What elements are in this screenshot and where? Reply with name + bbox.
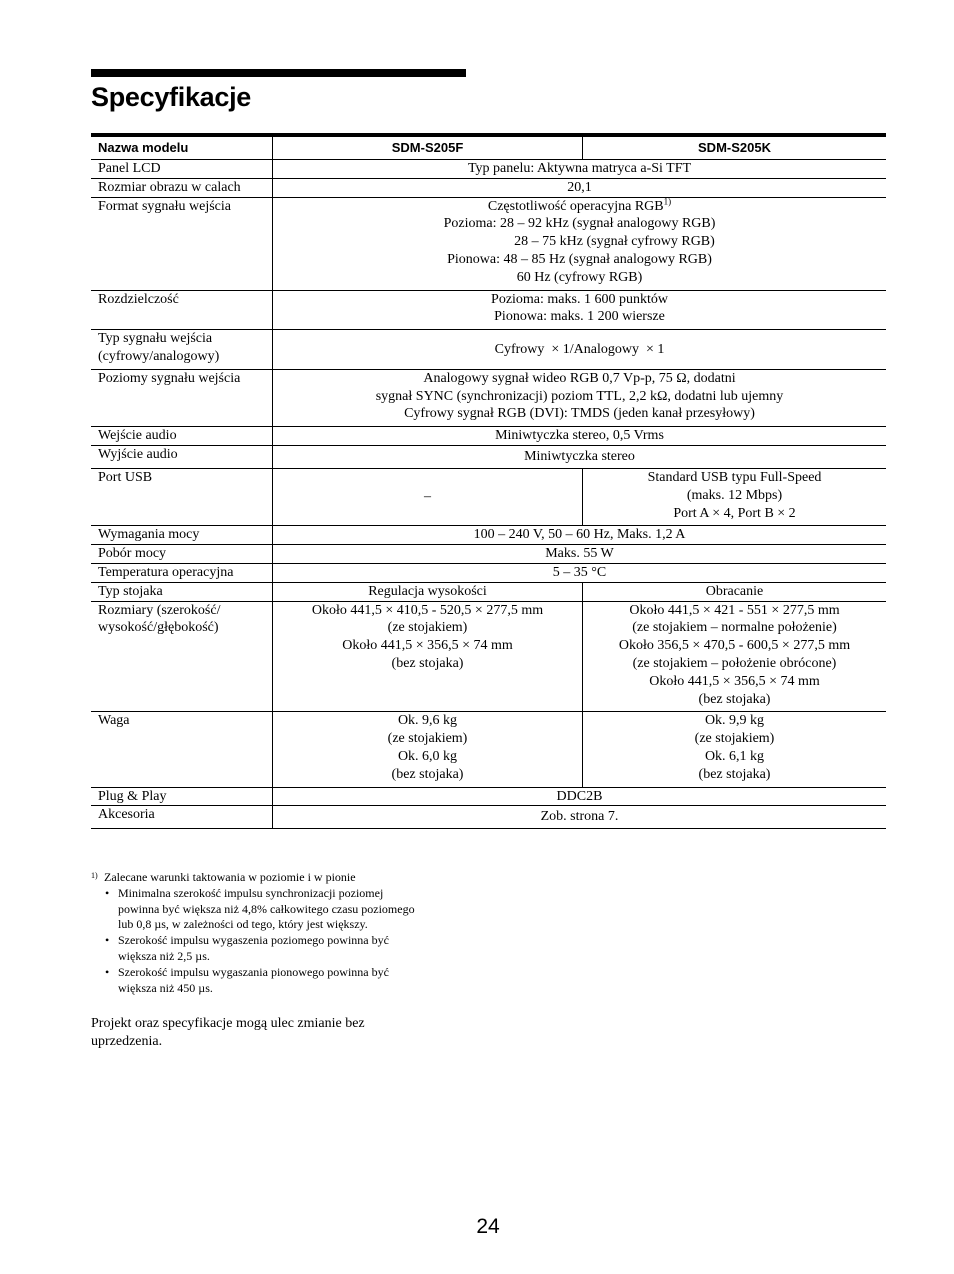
row-label: Typ stojaka	[91, 582, 273, 601]
row-value	[273, 197, 887, 290]
value-line: Cyfrowy sygnał RGB (DVI): TMDS (jeden kanał przesyłowy)	[404, 406, 755, 422]
bullet: •	[105, 933, 110, 948]
table-row	[91, 545, 886, 564]
row-label: Poziomy sygnału wejścia	[91, 369, 273, 426]
table-row	[91, 563, 886, 582]
value-line: (ze stojakiem)	[387, 620, 468, 636]
value-line: Ok. 6,1 kg	[704, 748, 765, 764]
list-item-line: Szerokość impulsu wygaszenia poziomego powinna być	[118, 933, 389, 948]
value-line: Pozioma: maks. 1 600 punktów	[491, 291, 668, 307]
header-model-k: SDM-S205K	[583, 135, 887, 160]
closing-line: Projekt oraz specyfikacje mogą ulec zmianie bez	[91, 1016, 365, 1031]
value-line: Około 441,5 × 356,5 × 74 mm	[649, 673, 820, 689]
value-line: Około 441,5 × 356,5 × 74 mm	[342, 638, 513, 654]
row-value-k: Obracanie	[583, 582, 887, 601]
table-header-row	[91, 135, 886, 160]
table-row	[91, 601, 886, 712]
value-line: Analogowy sygnał wideo RGB 0,7 Vp-p, 75 Ω, dodatni	[423, 370, 736, 386]
table-row	[91, 806, 886, 829]
value-line: Około 356,5 × 470,5 - 600,5 × 277,5 mm	[618, 638, 851, 654]
row-value	[273, 290, 887, 330]
row-label: Rozmiar obrazu w calach	[91, 178, 273, 197]
header-model-f: SDM-S205F	[273, 135, 583, 160]
row-label	[91, 601, 273, 712]
table-row	[91, 712, 886, 787]
footnote-heading-text: Zalecane warunki taktowania w poziomie i w pionie	[104, 870, 356, 884]
value-line: Pionowa: maks. 1 200 wiersze	[494, 309, 665, 325]
footnote-mark: 1)	[663, 195, 672, 206]
table-row	[91, 160, 886, 179]
list-item-line: lub 0,8 µs, w zależności od tego, który jest większy.	[118, 917, 368, 932]
row-value: 100 – 240 V, 50 – 60 Hz, Maks. 1,2 A	[273, 526, 887, 545]
row-value-f: –	[273, 468, 583, 525]
row-value: Miniwtyczka stereo, 0,5 Vrms	[273, 427, 887, 446]
footnote-list	[91, 886, 471, 997]
label-line: Typ sygnału wejścia	[98, 331, 213, 347]
row-value-k	[583, 712, 887, 787]
row-value: DDC2B	[273, 787, 887, 806]
row-label: Pobór mocy	[91, 545, 273, 564]
value-line: Pionowa: 48 – 85 Hz (sygnał analogowy RGB)	[447, 251, 712, 267]
value-line: (bez stojaka)	[698, 766, 771, 782]
table-row	[91, 427, 886, 446]
list-item	[91, 886, 471, 933]
value-line: Ok. 9,6 kg	[397, 713, 458, 729]
row-label	[91, 330, 273, 370]
value-line: (ze stojakiem)	[387, 731, 468, 747]
label-line: (cyfrowy/analogowy)	[98, 348, 220, 364]
list-item-line: powinna być większa niż 4,8% całkowitego czasu poziomego	[118, 901, 415, 916]
table-row	[91, 330, 886, 370]
row-label: Format sygnału wejścia	[91, 197, 273, 290]
row-value: Typ panelu: Aktywna matryca a-Si TFT	[273, 160, 887, 179]
bullet: •	[105, 964, 110, 979]
row-label: Plug & Play	[91, 787, 273, 806]
row-value: Miniwtyczka stereo	[273, 445, 887, 468]
list-item-line: większa niż 2,5 µs.	[118, 948, 210, 963]
row-value: 5 – 35 °C	[273, 563, 887, 582]
list-item-line: Minimalna szerokość impulsu synchronizacji poziomej	[118, 885, 384, 900]
row-label: Waga	[91, 712, 273, 787]
row-label: Wymagania mocy	[91, 526, 273, 545]
value-line: Pozioma: 28 – 92 kHz (sygnał analogowy RGB)	[443, 216, 716, 232]
table-row	[91, 526, 886, 545]
value-line: Ok. 6,0 kg	[397, 748, 458, 764]
label-line: Rozmiary (szerokość/	[98, 602, 221, 618]
table-row	[91, 369, 886, 426]
row-value-f	[273, 601, 583, 712]
table-row	[91, 178, 886, 197]
value-line: Port A × 4, Port B × 2	[673, 505, 796, 521]
list-item	[91, 965, 471, 997]
list-item-line: Szerokość impulsu wygaszania pionowego powinna być	[118, 964, 389, 979]
row-value	[273, 369, 887, 426]
table-row	[91, 582, 886, 601]
value-line: Standard USB typu Full-Speed	[647, 469, 822, 485]
table-row	[91, 468, 886, 525]
value-line	[275, 195, 884, 216]
value-line: (bez stojaka)	[391, 766, 464, 782]
value-line: Około 441,5 × 421 - 551 × 277,5 mm	[629, 602, 840, 618]
value-line: (ze stojakiem)	[694, 731, 775, 747]
value-line: (ze stojakiem – normalne położenie)	[632, 620, 837, 636]
row-label: Wejście audio	[91, 427, 273, 446]
closing-note	[91, 1015, 411, 1051]
value-line: 28 – 75 kHz (sygnał cyfrowy RGB)	[514, 234, 715, 250]
value-text: Częstotliwość operacyjna RGB	[487, 198, 664, 214]
row-value: Cyfrowy × 1/Analogowy × 1	[273, 330, 887, 370]
header-label: Nazwa modelu	[91, 135, 273, 160]
bullet: •	[105, 885, 110, 900]
footnotes	[91, 870, 471, 996]
list-item-line: większa niż 450 µs.	[118, 980, 213, 995]
row-value-f	[273, 712, 583, 787]
value-line: 60 Hz (cyfrowy RGB)	[516, 269, 643, 285]
row-value: Maks. 55 W	[273, 545, 887, 564]
row-label: Rozdzielczość	[91, 290, 273, 330]
table-row	[91, 290, 886, 330]
closing-line: uprzedzenia.	[91, 1034, 163, 1049]
value-line: (ze stojakiem – położenie obrócone)	[632, 655, 837, 671]
value-line: Ok. 9,9 kg	[704, 713, 765, 729]
list-item	[91, 933, 471, 965]
table-row	[91, 197, 886, 290]
row-label: Temperatura operacyjna	[91, 563, 273, 582]
row-label: Panel LCD	[91, 160, 273, 179]
value-line: (maks. 12 Mbps)	[686, 487, 783, 503]
row-label: Wyjście audio	[91, 445, 273, 468]
page-title: Specyfikacje	[91, 82, 252, 112]
page-number: 24	[476, 1215, 500, 1238]
value-line: (bez stojaka)	[698, 691, 771, 707]
row-value-k	[583, 601, 887, 712]
row-label: Akcesoria	[91, 806, 273, 829]
title-rule	[91, 69, 466, 77]
row-label: Port USB	[91, 468, 273, 525]
value-line: Około 441,5 × 410,5 - 520,5 × 277,5 mm	[311, 602, 544, 618]
table-row	[91, 787, 886, 806]
value-line: sygnał SYNC (synchronizacji) poziom TTL, 2,2 kΩ, dodatni lub ujemny	[375, 388, 784, 404]
row-value: Zob. strona 7.	[273, 806, 887, 829]
value-line: (bez stojaka)	[391, 655, 464, 671]
label-line: wysokość/głębokość)	[98, 620, 219, 636]
table-row	[91, 445, 886, 468]
spec-table	[91, 133, 886, 829]
row-value-f: Regulacja wysokości	[273, 582, 583, 601]
footnote-heading: 1) Zalecane warunki taktowania w poziomie i w pionie	[91, 870, 356, 884]
row-value-k	[583, 468, 887, 525]
row-value: 20,1	[273, 178, 887, 197]
